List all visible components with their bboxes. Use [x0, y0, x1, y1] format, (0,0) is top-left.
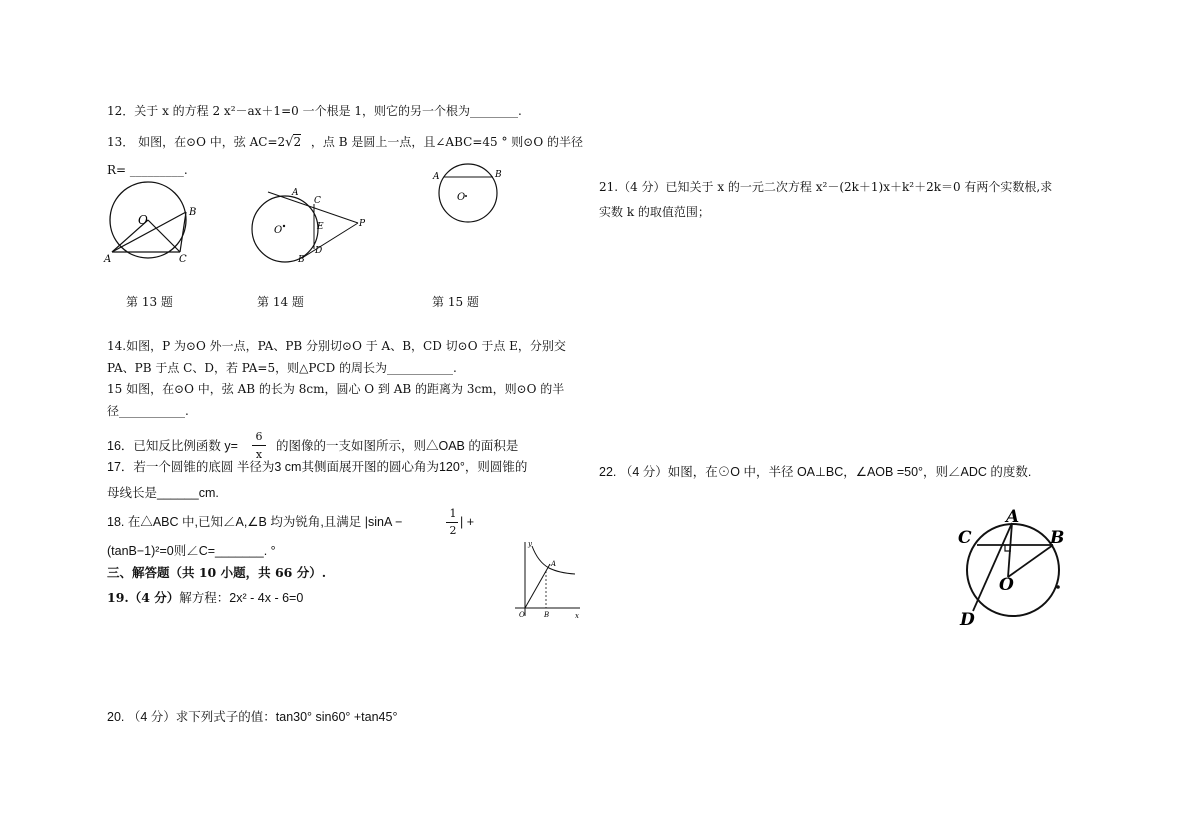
figure-reciprocal-graph: [505, 538, 585, 618]
graph-label-b: B: [544, 611, 550, 619]
fig13-label-c: C: [179, 254, 187, 265]
q18-fraction-bar: [446, 522, 458, 523]
question-17-line1: 17．若一个圆锥的底圆 半径为3 cm其侧面展开图的圆心角为120°，则圆锥的: [107, 460, 528, 474]
fig15-label-b: B: [495, 170, 502, 180]
figure-15: [430, 163, 510, 233]
sqrt-symbol: √: [285, 135, 294, 150]
fig15-label-a: A: [433, 172, 440, 182]
figure-13: [100, 180, 210, 270]
question-17-line2: 母线长是______cm.: [107, 486, 219, 500]
q18-denominator: 2: [449, 524, 457, 537]
question-14-line2: PA、PB 于点 C、D，若 PA=5，则△PCD 的周长为___________.: [107, 361, 457, 375]
figure-14: [250, 183, 370, 268]
question-19-label: 19.（4 分）: [107, 590, 180, 605]
graph-label-o: O: [519, 611, 525, 619]
section-3-heading: 三、解答题（共 10 小题，共 66 分）.: [107, 565, 327, 580]
fig14-label-p: P: [359, 219, 366, 229]
q16-denominator: x: [255, 448, 263, 461]
question-13-text-2: ，点 B 是圆上一点，且∠ABC=45 ° 则⊙O 的半径: [310, 135, 583, 149]
sqrt-arg: 2: [293, 135, 302, 149]
question-15-line2: 径___________.: [107, 404, 189, 418]
caption-15: 第 15 题: [432, 295, 479, 309]
fig22-label-a: A: [1006, 507, 1020, 527]
fig22-label-o: O: [999, 575, 1014, 595]
fig22-label-d: D: [960, 610, 975, 630]
figure-22: [955, 505, 1070, 630]
fig14-label-o: O: [274, 225, 283, 236]
fig14-label-a: A: [292, 188, 299, 198]
fig22-label-b: B: [1050, 528, 1065, 548]
question-13: [107, 135, 583, 150]
sqrt-coef: 2: [277, 135, 286, 149]
fig13-label-a: A: [104, 254, 112, 265]
q18-numerator: 1: [449, 507, 457, 520]
fig15-label-o: O: [457, 192, 466, 203]
graph-label-a: A: [551, 560, 557, 568]
question-21-line1: 21.（4 分）已知关于 x 的一元二次方程 x²－(2k＋1)x＋k²＋2k＝0 有两个实数根,求: [599, 180, 1053, 194]
question-18-line2: (tanB−1)²=0则∠C=_______. °: [107, 544, 276, 558]
graph-label-y: y: [528, 540, 532, 548]
question-19-text: 解方程：2x² - 4x - 6=0: [179, 591, 304, 605]
question-18-text-2: | +: [460, 515, 475, 529]
fig14-label-c: C: [314, 196, 321, 206]
question-14-line1: 14.如图，P 为⊙O 外一点，PA、PB 分别切⊙O 于 A、B，CD 切⊙O 于点 E，分别交: [107, 339, 566, 353]
graph-label-x: x: [575, 612, 579, 620]
question-19: [107, 591, 303, 605]
fig14-label-e: E: [317, 222, 324, 232]
caption-13: 第 13 题: [126, 295, 173, 309]
question-16-text-1: 16．已知反比例函数 y=: [107, 439, 238, 453]
fig13-label-b: B: [189, 207, 197, 218]
question-16-text-2: 的图像的一支如图所示，则△OAB 的面积是: [276, 439, 519, 453]
q16-fraction-bar: [252, 445, 266, 446]
q16-numerator: 6: [255, 430, 263, 443]
question-13-answer-line: R= _________.: [107, 163, 188, 177]
fig13-label-o: O: [138, 213, 148, 227]
question-15-line1: 15 如图，在⊙O 中，弦 AB 的长为 8cm，圆心 O 到 AB 的距离为 3cm，则⊙O 的半: [107, 382, 565, 396]
fig14-label-b: B: [298, 255, 305, 265]
question-20: 20. （4 分）求下列式子的值：tan30° sin60° +tan45°: [107, 710, 398, 724]
question-22: 22. （4 分）如图，在⊙O 中，半径 OA⊥BC，∠AOB =50°，则∠ADC 的度数.: [599, 465, 1032, 479]
question-12: 12．关于 x 的方程 2 x²－ax＋1=0 一个根是 1，则它的另一个根为________.: [107, 104, 522, 118]
fig14-label-d: D: [315, 246, 323, 256]
fig22-label-c: C: [958, 528, 972, 548]
caption-14: 第 14 题: [257, 295, 304, 309]
question-21-line2: 实数 k 的取值范围；: [599, 205, 710, 219]
question-13-text-1: 13． 如图，在⊙O 中，弦 AC=: [107, 135, 278, 149]
question-18-text-1: 18. 在△ABC 中,已知∠A,∠B 均为锐角,且满足 |sinA −: [107, 515, 403, 529]
